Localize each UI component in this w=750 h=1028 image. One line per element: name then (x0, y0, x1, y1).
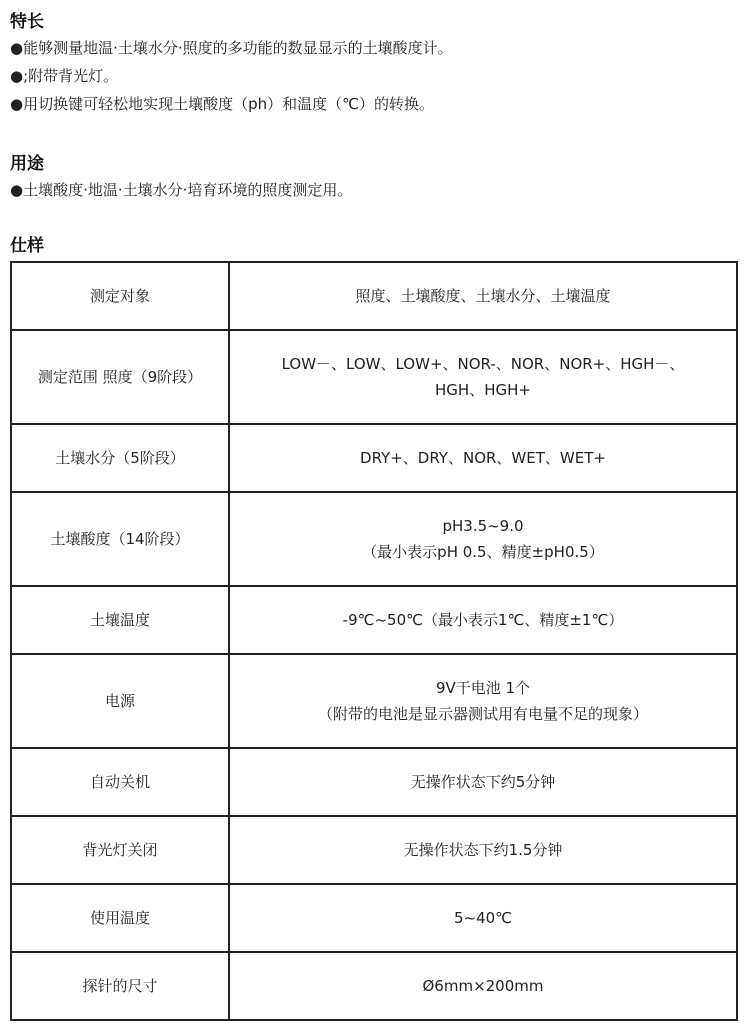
spec-value-line: -9℃~50℃（最小表示1℃、精度±1℃） (342, 611, 624, 629)
spec-value (229, 424, 737, 492)
spec-value-line: DRY+、DRY、NOR、WET、WET+ (360, 449, 606, 467)
table-row (11, 816, 737, 884)
usage-section (10, 152, 740, 204)
spec-value (229, 492, 737, 586)
features-section (10, 10, 740, 118)
spec-label: 测定对象 (11, 262, 229, 330)
spec-value (229, 330, 737, 424)
spec-value-line: Ø6mm×200mm (422, 977, 544, 995)
spec-label: 使用温度 (11, 884, 229, 952)
spec-label: 测定范围 照度（9阶段） (11, 330, 229, 424)
usage-item: ●土壤酸度·地温·土壤水分·培育环境的照度测定用。 (10, 181, 353, 199)
table-row (11, 492, 737, 586)
spec-value-line: 照度、土壤酸度、土壤水分、土壤温度 (355, 287, 611, 305)
spec-value-line: HGH、HGH+ (435, 381, 531, 399)
table-row (11, 330, 737, 424)
features-heading: 特长 (10, 12, 44, 32)
feature-item: ●用切换键可轻松地实现土壤酸度（ph）和温度（℃）的转换。 (10, 95, 434, 113)
spec-value (229, 262, 737, 330)
spec-value (229, 654, 737, 748)
spec-value (229, 884, 737, 952)
spec-section (10, 234, 740, 258)
spec-label: 土壤温度 (11, 586, 229, 654)
spec-value-line: （附带的电池是显示器测试用有电量不足的现象） (317, 705, 648, 723)
feature-item: ●;附带背光灯。 (10, 67, 119, 85)
table-row (11, 654, 737, 748)
spec-value (229, 952, 737, 1020)
spec-label: 自动关机 (11, 748, 229, 816)
spec-value (229, 816, 737, 884)
spec-value-line: 无操作状态下约5分钟 (410, 773, 556, 791)
usage-heading: 用途 (10, 154, 44, 174)
spec-heading: 仕样 (10, 236, 44, 256)
spec-value (229, 748, 737, 816)
spec-value-line: 无操作状态下约1.5分钟 (403, 841, 563, 859)
table-row (11, 748, 737, 816)
spec-label: 电源 (11, 654, 229, 748)
spec-label: 背光灯关闭 (11, 816, 229, 884)
spec-value-line: 5~40℃ (453, 909, 513, 927)
table-row (11, 424, 737, 492)
spec-label: 土壤酸度（14阶段） (11, 492, 229, 586)
table-row (11, 262, 737, 330)
spec-value-line: 9V干电池 1个 (435, 679, 531, 697)
table-row (11, 586, 737, 654)
spec-value-line: LOW－、LOW、LOW+、NOR-、NOR、NOR+、HGH－、 (281, 355, 685, 373)
table-row (11, 952, 737, 1020)
table-row (11, 884, 737, 952)
spec-value-line: （最小表示pH 0.5、精度±pH0.5） (362, 543, 604, 561)
spec-label: 探针的尺寸 (11, 952, 229, 1020)
spec-table (10, 261, 738, 1021)
spec-value (229, 586, 737, 654)
spec-label: 土壤水分（5阶段） (11, 424, 229, 492)
spec-value-line: pH3.5~9.0 (442, 517, 524, 535)
feature-item: ●能够测量地温·土壤水分·照度的多功能的数显显示的土壤酸度计。 (10, 39, 453, 57)
